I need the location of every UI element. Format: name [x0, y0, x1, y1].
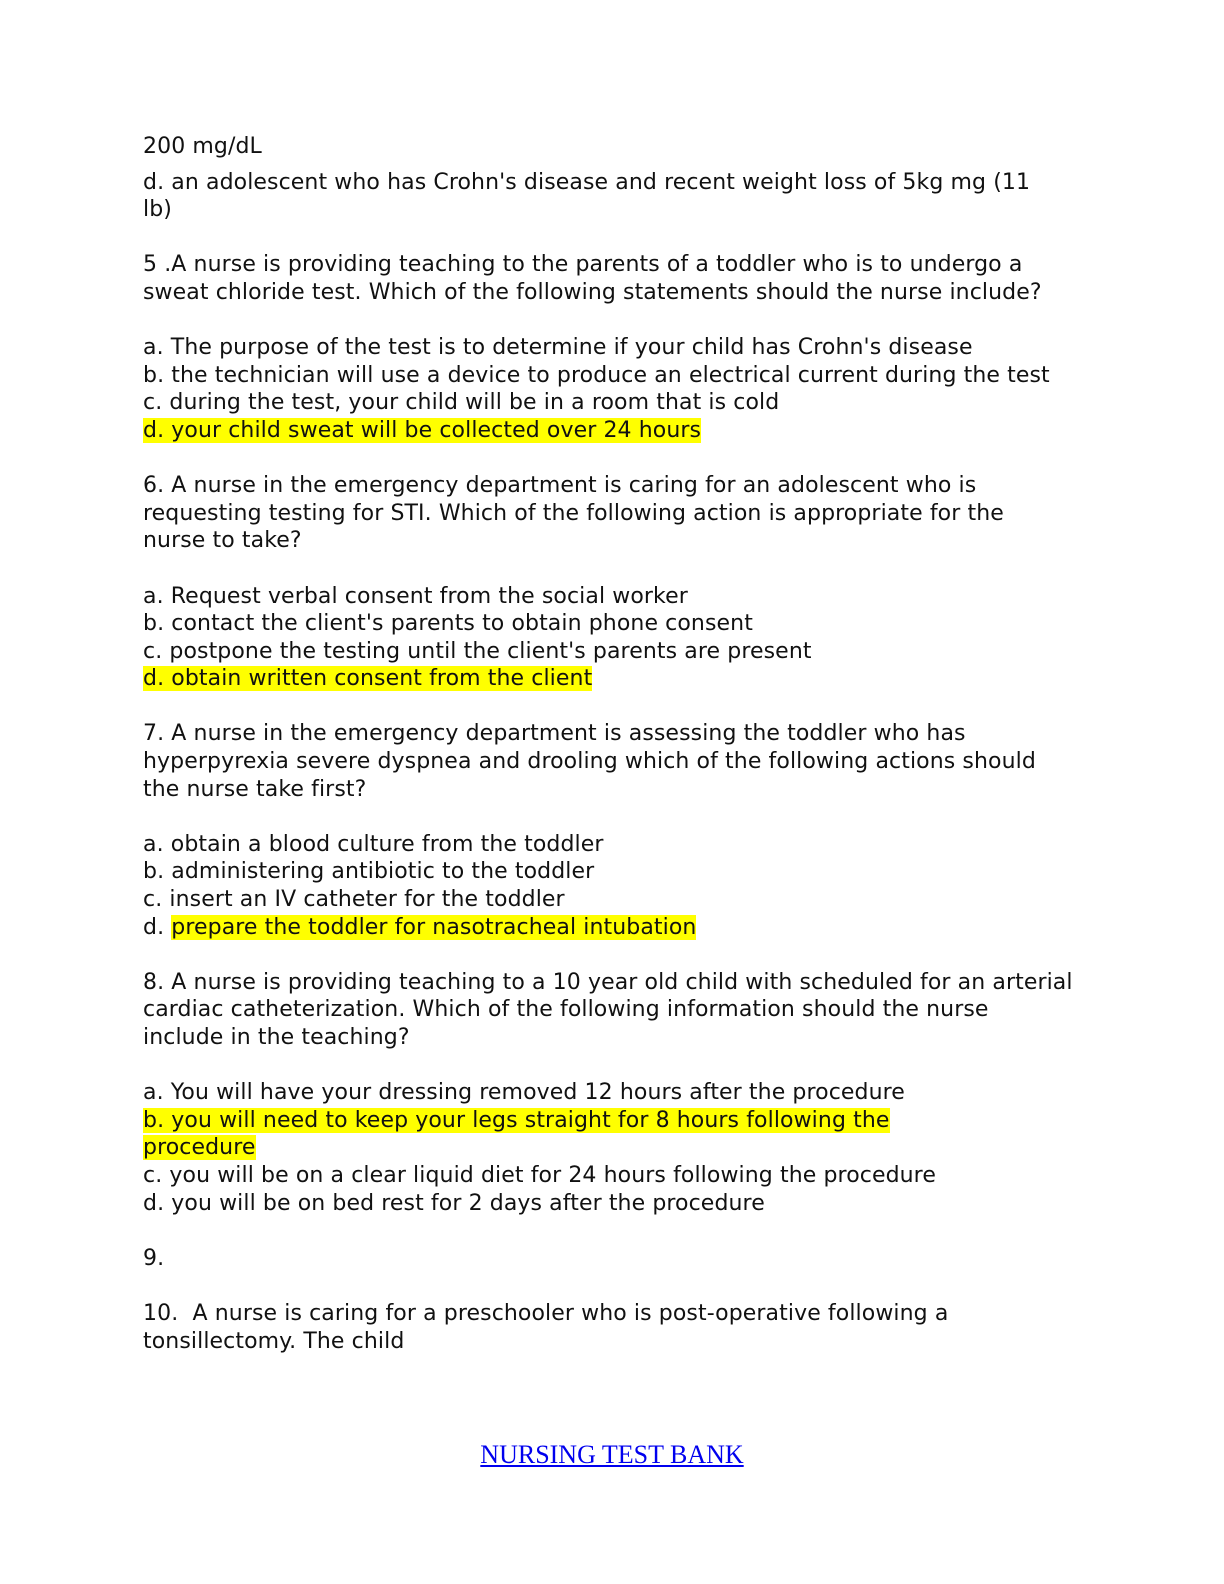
option-text: obtain written consent from the client — [171, 666, 593, 692]
question-5-option-a — [143, 334, 1078, 362]
option-text: insert an IV catheter for the toddler — [169, 887, 565, 913]
question-7-option-c — [143, 886, 1078, 914]
spacer — [143, 1272, 1078, 1300]
question-8-option-b-correct — [143, 1107, 943, 1162]
option-prefix: c. — [143, 1162, 163, 1188]
option-text: an adolescent who has Crohn's disease and recent weight loss of 5kg mg (11 lb) — [143, 169, 1031, 223]
question-text: A nurse is providing teaching to a 10 year old child with scheduled for an arterial cardiac catheterization. Which of the following information should the nurse include in the teaching? — [143, 969, 1073, 1050]
option-prefix: a. — [143, 335, 164, 361]
option-text: Request verbal consent from the social worker — [170, 583, 688, 609]
question-number: 5 . — [143, 252, 172, 278]
answer-highlight — [143, 418, 701, 443]
spacer — [143, 693, 1078, 721]
option-prefix: a. — [143, 583, 164, 609]
option-prefix: a. — [143, 831, 164, 857]
page-footer — [0, 1440, 1224, 1470]
option-prefix: c. — [143, 638, 163, 664]
question-9-stem — [143, 1245, 1078, 1273]
nursing-test-bank-link[interactable]: NURSING TEST BANK — [480, 1440, 744, 1469]
option-text: administering antibiotic to the toddler — [171, 859, 595, 885]
question-10-stem — [143, 1300, 1043, 1355]
question-8-option-d — [143, 1190, 1078, 1218]
question-6-option-b — [143, 610, 1078, 638]
question-number: 8. — [143, 969, 165, 995]
option-text: during the test, your child will be in a room that is cold — [169, 390, 780, 416]
question-number: 9. — [143, 1245, 165, 1271]
option-prefix: b. — [143, 1107, 165, 1133]
option-prefix: c. — [143, 887, 163, 913]
question-6-option-d-correct — [143, 665, 1078, 693]
option-prefix: b. — [143, 611, 165, 637]
question-8-option-a — [143, 1079, 1078, 1107]
option-text: your child sweat will be collected over 24 hours — [171, 417, 702, 443]
option-text: you will be on bed rest for 2 days after the procedure — [171, 1190, 765, 1216]
spacer — [143, 1217, 1078, 1245]
option-prefix: d. — [143, 169, 165, 195]
question-text: A nurse is caring for a preschooler who is post-operative following a tonsillectomy. The child — [143, 1300, 949, 1354]
question-7-option-a — [143, 831, 1078, 859]
spacer — [143, 161, 1078, 169]
carryover-line: 200 mg/dL — [143, 134, 262, 159]
question-6-option-c — [143, 638, 1078, 666]
option-prefix: b. — [143, 859, 165, 885]
question-7-option-d-correct — [143, 914, 1078, 942]
spacer — [143, 555, 1078, 583]
option-text: you will be on a clear liquid diet for 24 hours following the procedure — [169, 1162, 936, 1188]
option-text: the technician will use a device to produce an electrical current during the test — [171, 362, 1050, 388]
option-prefix: d. — [143, 666, 165, 692]
question-text: A nurse is providing teaching to the parents of a toddler who is to undergo a sweat chloride test. Which of the following statements should the nurse include? — [143, 252, 1042, 305]
option-prefix: d. — [143, 417, 165, 443]
question-7-option-b — [143, 858, 1078, 886]
question-5-stem — [143, 251, 1068, 306]
spacer — [143, 941, 1078, 969]
question-6-stem — [143, 472, 1068, 555]
option-prefix: a. — [143, 1080, 164, 1106]
option-prefix: c. — [143, 390, 163, 416]
question-text: A nurse in the emergency department is caring for an adolescent who is requesting testing for STI. Which of the following action is appropriate for the nurse to take? — [143, 473, 1004, 554]
option-text: postpone the testing until the client's parents are present — [169, 638, 812, 664]
spacer — [143, 445, 1078, 473]
option-text: You will have your dressing removed 12 hours after the procedure — [170, 1080, 905, 1106]
spacer — [143, 803, 1078, 831]
option-text: obtain a blood culture from the toddler — [170, 831, 604, 857]
question-5-option-b — [143, 362, 1068, 390]
question-8-stem — [143, 969, 1073, 1052]
question-7-stem — [143, 720, 1043, 803]
spacer — [143, 307, 1078, 335]
question-8-option-c — [143, 1162, 1078, 1190]
question-6-option-a — [143, 583, 1078, 611]
option-prefix: d. — [143, 914, 165, 940]
option-prefix: d. — [143, 1190, 165, 1216]
option-text: you will need to keep your legs straight for 8 hours following the procedure — [143, 1107, 890, 1161]
option-text: The purpose of the test is to determine if your child has Crohn's disease — [170, 335, 973, 361]
answer-highlight — [143, 666, 592, 691]
spacer — [143, 1052, 1078, 1080]
spacer — [143, 224, 1078, 252]
option-text: contact the client's parents to obtain phone consent — [171, 611, 753, 637]
document-body — [143, 133, 1078, 1355]
question-5-option-d-correct — [143, 417, 1078, 445]
answer-highlight — [143, 1108, 890, 1161]
question-number: 7. — [143, 721, 165, 747]
carryover-option-d — [143, 169, 1048, 224]
option-prefix: b. — [143, 362, 165, 388]
option-text-highlighted: prepare the toddler for nasotracheal intubation — [171, 914, 697, 940]
question-number: 6. — [143, 473, 165, 499]
question-number: 10. — [143, 1300, 179, 1326]
question-5-option-c — [143, 389, 1078, 417]
question-text: A nurse in the emergency department is assessing the toddler who has hyperpyrexia severe dyspnea and drooling which of the following actions should the nurse take first? — [143, 721, 1036, 802]
